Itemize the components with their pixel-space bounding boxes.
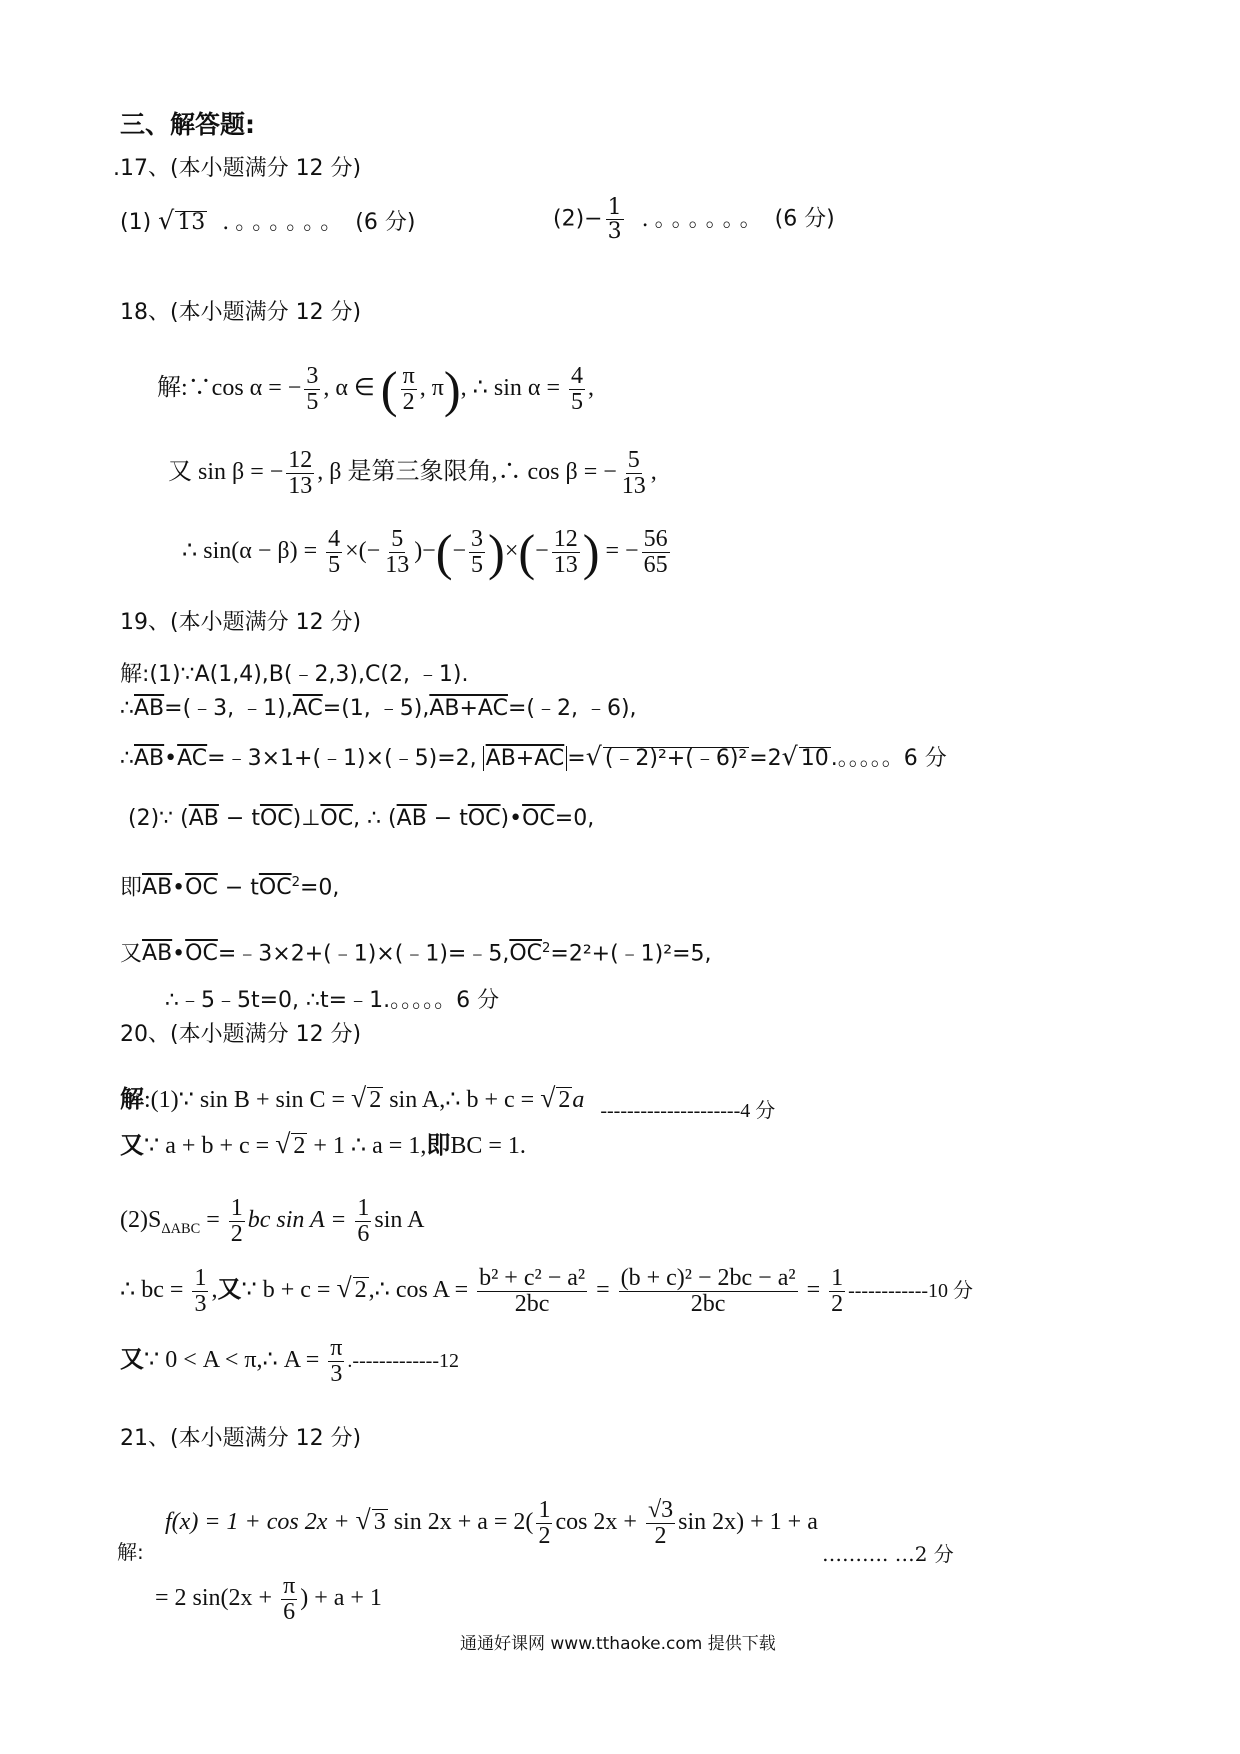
q18-line-2: 又 sin β = − $\frac{12}{13}$ , β 是第三象限角,∴ cos β = − $\frac{5}{13}$ , <box>168 447 657 500</box>
q21-line-1: f(x) = 1 + cos 2x + √ 3 sin 2x + a = 2( $\frac{1}{2}$ cos 2x + $\frac{√3}{2}$ sin 2x) + 1 + a <box>165 1497 818 1550</box>
q18-line-3: ∴ sin(α − β) = $\frac{4}{5}$ ×(− $\frac{5}{13}$ )−(− $\frac{3}{5}$ )×(− $\frac{12}{13}$ ) = − $\frac{56}{65}$ <box>182 524 668 581</box>
q19-line-3: $\therefore\overline{AB}•\overline{AC}=﹣3\times 1+(﹣1)\times(﹣5)=2$, AB+AC =√ (﹣2)²+(﹣6)²=2√ 10.。。。。。6 分 <box>120 742 947 771</box>
q20-line-4: ∴ bc = $\frac{1}{3}$ ,又∵ b + c = √ 2,∴ cos A = $\frac{\text{b² + c² − a²}}{2bc}$ = $\frac{\text{(b + c)² − 2bc − a²}}{2bc}$ = $\frac{1}{2}$ ------------10 分 <box>120 1265 974 1318</box>
q19-line-6: 又$\overline{AB}•\overline{OC}=﹣3\times 2+(﹣1)\times(﹣1)=﹣5,\overline{OC}^2=2^2+(﹣1)^2=5$, <box>120 941 712 967</box>
q17-header: .17、(本小题满分 12 分) <box>113 156 362 181</box>
q19-line-7: ∴﹣5﹣5t=0, ∴t=﹣1.。。。。。6 分 <box>165 988 500 1013</box>
q20-line-1: 解:(1)∵ sin B + sin C = √ 2 sin A,∴ b + c = √ 2a $_{---------------------4 分}$ <box>120 1082 776 1122</box>
q17-answer-2: (2)− $\frac{1}{3}$ .。。。。。。 (6 分) <box>553 195 835 245</box>
q21-score: ………. …2 分 <box>822 1542 954 1566</box>
q19-line-4: (2)∵ ($\overline{AB}$ − $t\overline{OC})\perp\overline{OC}$, ∴ ($\overline{AB}$ − $t\overline{OC})•\overline{OC}=0$, <box>128 806 595 831</box>
q19-header: 19、(本小题满分 12 分) <box>120 610 362 635</box>
q19-line-1: 解:(1)∵A(1,4),B(﹣2,3),C(2, ﹣1). <box>120 662 469 687</box>
q19-line-2: $\therefore\overline{AB}=(﹣3$, $﹣1),\overline{AC}=(1$, ﹣5),AB+AC=(﹣2, ﹣6), <box>120 696 637 721</box>
page-footer: 通通好课网 www.tthaoke.com 提供下载 <box>460 1634 776 1654</box>
q17-answer-1: (1) √ 13 .。。。。。。 (6 分) <box>120 206 416 235</box>
q20-line-5: 又∵ 0 < A < π,∴ A = $\frac{\pi}{3}$ .-------------12 <box>120 1335 459 1388</box>
q19-line-5: 即$\overline{AB}•\overline{OC} - t\overline{OC}^2=0$, <box>120 875 340 901</box>
q18-line-1: 解:∵cos α = − $\frac{3}{5}$ , α ∈ ( $\frac{\pi}{2}$ , π), ∴ sin α = $\frac{4}{5}$ , <box>157 361 594 418</box>
q21-line-2: = 2 sin(2x + $\frac{\pi}{6}$ ) + a + 1 <box>155 1573 382 1626</box>
q20-line-3: $(2)S_{\Delta ABC}$ = $\frac{1}{2}$ bc sin A = $\frac{1}{6}$ sin A <box>120 1195 425 1248</box>
section-title: 三、解答题: <box>120 110 255 139</box>
q18-header: 18、(本小题满分 12 分) <box>120 300 362 325</box>
q21-label: 解: <box>117 1540 144 1564</box>
q21-header: 21、(本小题满分 12 分) <box>120 1426 362 1451</box>
q20-header: 20、(本小题满分 12 分) <box>120 1022 362 1047</box>
q20-line-2: 又∵ a + b + c = √ 2 + 1 ∴ a = 1,即BC = 1. <box>120 1128 526 1159</box>
